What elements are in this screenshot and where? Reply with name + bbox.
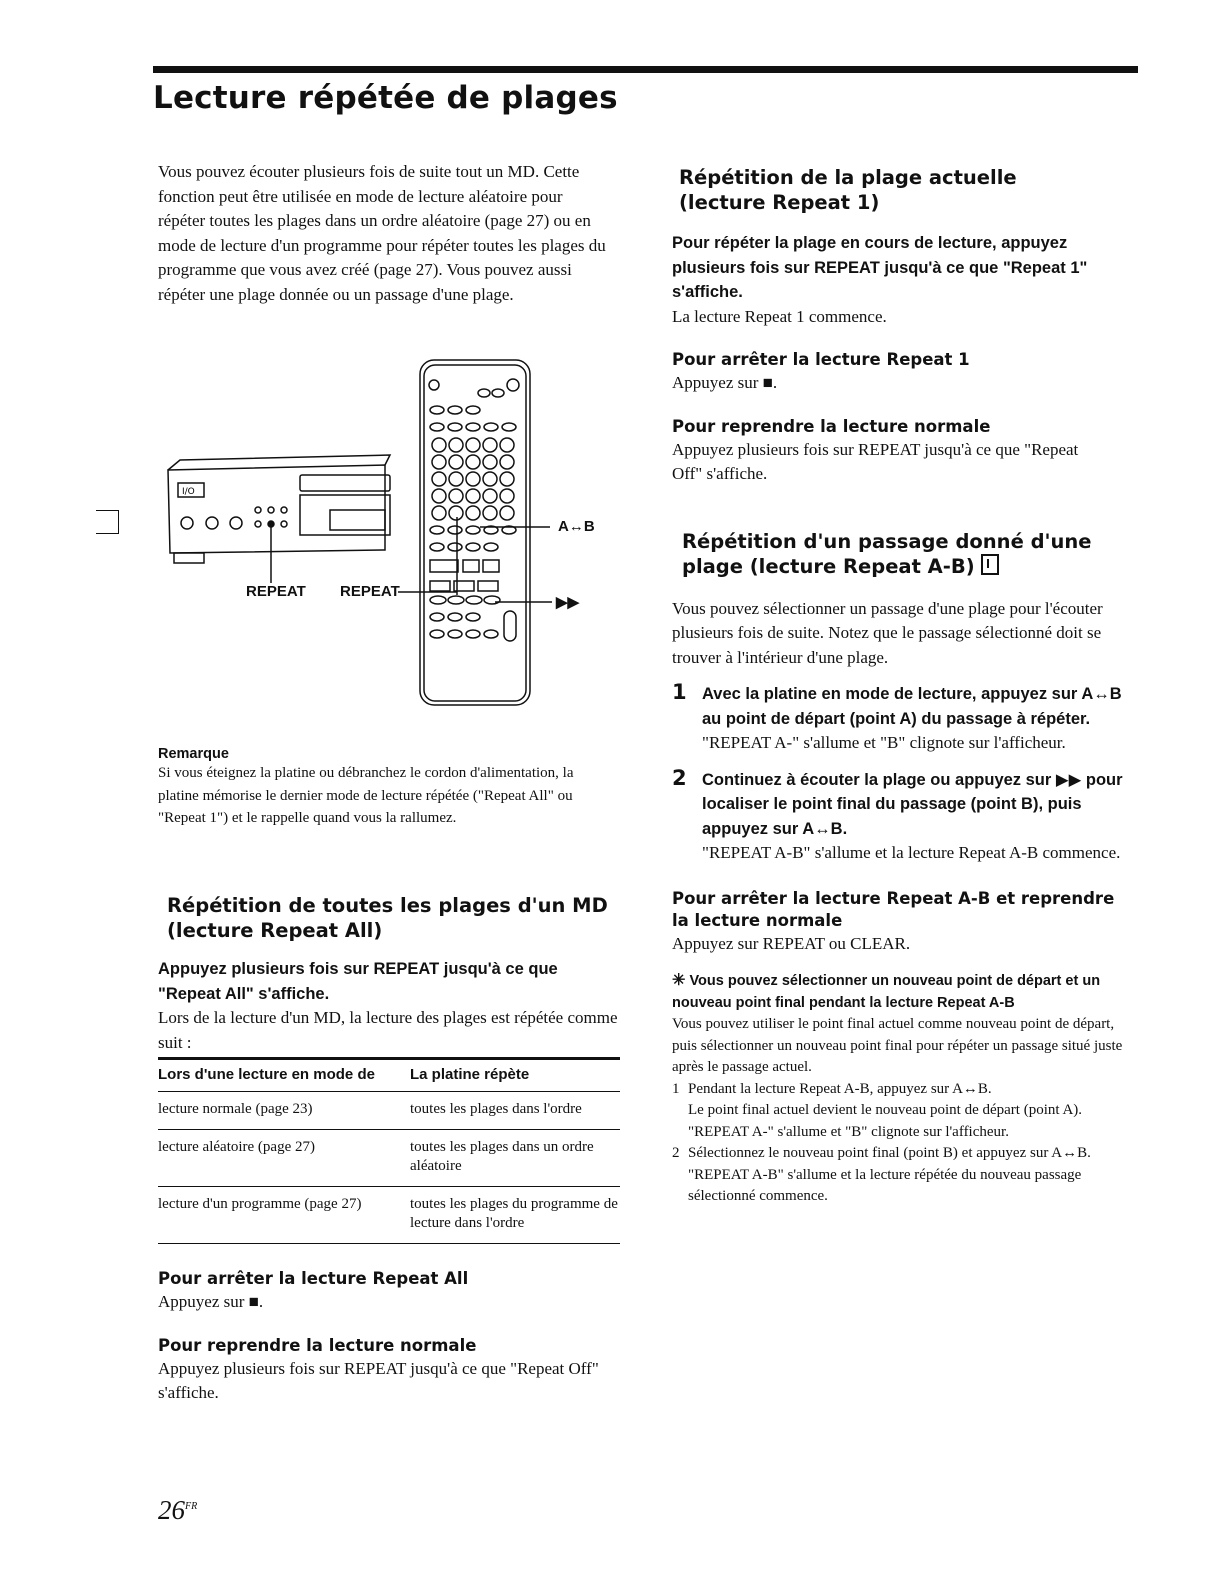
repeat-all-text: Lors de la lecture d'un MD, la lecture des plages est répétée comme suit :: [158, 1008, 618, 1052]
step-text: "REPEAT A-B" s'allume et la lecture Repeat A-B commence.: [702, 843, 1121, 862]
repeat-all-resume-title: Pour reprendre la lecture normale: [158, 1335, 477, 1355]
tip-step-2: [672, 1143, 1132, 1208]
table-cell: lecture normale (page 23): [158, 1092, 410, 1130]
repeat-1-resume-text: Appuyez plusieurs fois sur REPEAT jusqu'à ce que "Repeat Off" s'affiche.: [672, 439, 1079, 483]
repeat-table: [158, 1057, 620, 1244]
tip-title-text: Vous pouvez sélectionner un nouveau point de départ et un nouveau point final pendant la lecture Repeat A-B: [672, 973, 1101, 1011]
table-row: [158, 1130, 620, 1187]
step-title: Avec la platine en mode de lecture, appuyez sur A↔B au point de départ (point A) du passage à répéter.: [702, 685, 1122, 728]
repeat-1-stop-title: Pour arrêter la lecture Repeat 1: [672, 350, 970, 369]
right-column: [672, 165, 1132, 1208]
step-text: "REPEAT A-" s'allume et "B" clignote sur l'afficheur.: [702, 733, 1066, 752]
repeat-ab-text: Vous pouvez sélectionner un passage d'une plage pour l'écouter plusieurs fois de suite. Notez que le passage sélectionné doit se trouver à l'intérieur d'une plage.: [672, 598, 1103, 667]
repeat-ab-heading-text: Répétition d'un passage donné d'une plage (lecture Repeat A-B): [682, 529, 1092, 578]
tip-step-text: Pendant la lecture Repeat A-B, appuyez sur A↔B.: [688, 1080, 992, 1097]
repeat-ab-heading: [682, 529, 1102, 579]
repeat-ab-stop-text: Appuyez sur REPEAT ou CLEAR.: [672, 933, 911, 953]
table-row: [158, 1092, 620, 1130]
md-deck-icon: [168, 455, 390, 583]
repeat-all-stop-title: Pour arrêter la lecture Repeat All: [158, 1269, 469, 1288]
repeat-1-text: La lecture Repeat 1 commence.: [672, 306, 887, 326]
table-cell: toutes les plages dans l'ordre: [410, 1092, 620, 1130]
repeat-1-lead: Pour répéter la plage en cours de lecture, appuyez plusieurs fois sur REPEAT jusqu'à ce que "Repeat 1" s'affiche.: [672, 234, 1088, 301]
svg-text:I/O: I/O: [182, 487, 195, 497]
remark-text: Si vous éteignez la platine ou débranchez le cordon d'alimentation, la platine mémorise le dernier mode de lecture répétée ("Repeat All" ou "Repeat 1") et le rappelle quand vous la rallumez.: [158, 765, 574, 826]
page-number-value: 26: [158, 1495, 185, 1525]
left-column: [158, 160, 618, 307]
step-number: 1: [672, 680, 687, 704]
tip-step-1: [672, 1079, 1132, 1144]
tip-block: [672, 970, 1132, 1208]
page-number: [158, 1495, 197, 1526]
tip-text: Vous pouvez utiliser le point final actuel comme nouveau point de départ, puis sélectionner un nouveau point final pour répéter un passage situé juste après le passage actuel.: [672, 1016, 1123, 1075]
remark-block: [158, 746, 618, 830]
step-number: 2: [672, 765, 687, 790]
repeat-1-resume-title: Pour reprendre la lecture normale: [672, 416, 991, 436]
table-header: Lors d'une lecture en mode de: [158, 1059, 410, 1092]
repeat-all-section: [167, 893, 619, 943]
deck-repeat-label: REPEAT: [246, 583, 306, 600]
crop-mark: [96, 510, 119, 534]
repeat-all-body: [158, 957, 618, 1406]
repeat-1-heading: Répétition de la plage actuelle (lecture Repeat 1): [679, 166, 1017, 214]
tip-step-sub: "REPEAT A-B" s'allume et la lecture répétée du nouveau passage sélectionné commence.: [688, 1166, 1082, 1204]
table-cell: toutes les plages du programme de lecture dans l'ordre: [410, 1187, 620, 1244]
repeat-1-stop-text: Appuyez sur ■.: [672, 373, 778, 392]
tip-title: [672, 970, 1132, 1014]
table-header-row: [158, 1059, 620, 1092]
top-rule: [153, 66, 1138, 73]
step-1: [672, 682, 1132, 756]
tip-step-sub: Le point final actuel devient le nouveau point de départ (point A).: [688, 1102, 1083, 1118]
tip-step-number: 1: [672, 1080, 680, 1097]
tip-step-sub: "REPEAT A-" s'allume et "B" clignote sur l'afficheur.: [688, 1123, 1009, 1140]
repeat-all-lead: Appuyez plusieurs fois sur REPEAT jusqu'à ce que "Repeat All" s'affiche.: [158, 960, 558, 1003]
remote-icon: [981, 554, 999, 575]
tip-step-text: Sélectionnez le nouveau point final (point B) et appuyez sur A↔B.: [688, 1145, 1091, 1161]
ab-button-label: A↔B: [558, 518, 595, 535]
remote-repeat-label: REPEAT: [340, 583, 400, 600]
repeat-all-heading: Répétition de toutes les plages d'un MD (lecture Repeat All): [167, 894, 608, 942]
page-number-suffix: FR: [185, 1501, 198, 1512]
repeat-all-stop-text: Appuyez sur ■.: [158, 1292, 264, 1311]
page-title: Lecture répétée de plages: [153, 80, 618, 116]
device-figure: [150, 355, 610, 715]
lightbulb-icon: ✳: [672, 972, 686, 989]
table-row: [158, 1187, 620, 1244]
repeat-all-resume-text: Appuyez plusieurs fois sur REPEAT jusqu'à ce que "Repeat Off" s'affiche.: [158, 1358, 599, 1402]
table-cell: lecture d'un programme (page 27): [158, 1187, 410, 1244]
table-cell: lecture aléatoire (page 27): [158, 1130, 410, 1187]
table-cell: toutes les plages dans un ordre aléatoire: [410, 1130, 620, 1187]
ff-button-label: ▶▶: [556, 594, 580, 611]
intro-text: Vous pouvez écouter plusieurs fois de suite tout un MD. Cette fonction peut être utilisée en mode de lecture aléatoire pour répéter toutes les plages dans un ordre aléatoire (page 27) ou en mode de lecture d'un programme pour répéter toutes les plages du programme que vous avez créé (page 27). Vous pouvez aussi répéter une plage donnée ou un passage d'une plage.: [158, 162, 606, 304]
remote-control-icon: [420, 360, 530, 705]
step-title: Continuez à écouter la plage ou appuyez sur ▶▶ pour localiser le point final du passage (point B), puis appuyez sur A↔B.: [702, 770, 1123, 838]
table-header: La platine répète: [410, 1059, 620, 1092]
remark-title: Remarque: [158, 746, 229, 762]
step-2: [672, 765, 1132, 866]
deck-remote-illustration: [150, 355, 610, 715]
repeat-ab-stop-title: Pour arrêter la lecture Repeat A-B et reprendre la lecture normale: [672, 888, 1115, 930]
tip-step-number: 2: [672, 1145, 680, 1161]
